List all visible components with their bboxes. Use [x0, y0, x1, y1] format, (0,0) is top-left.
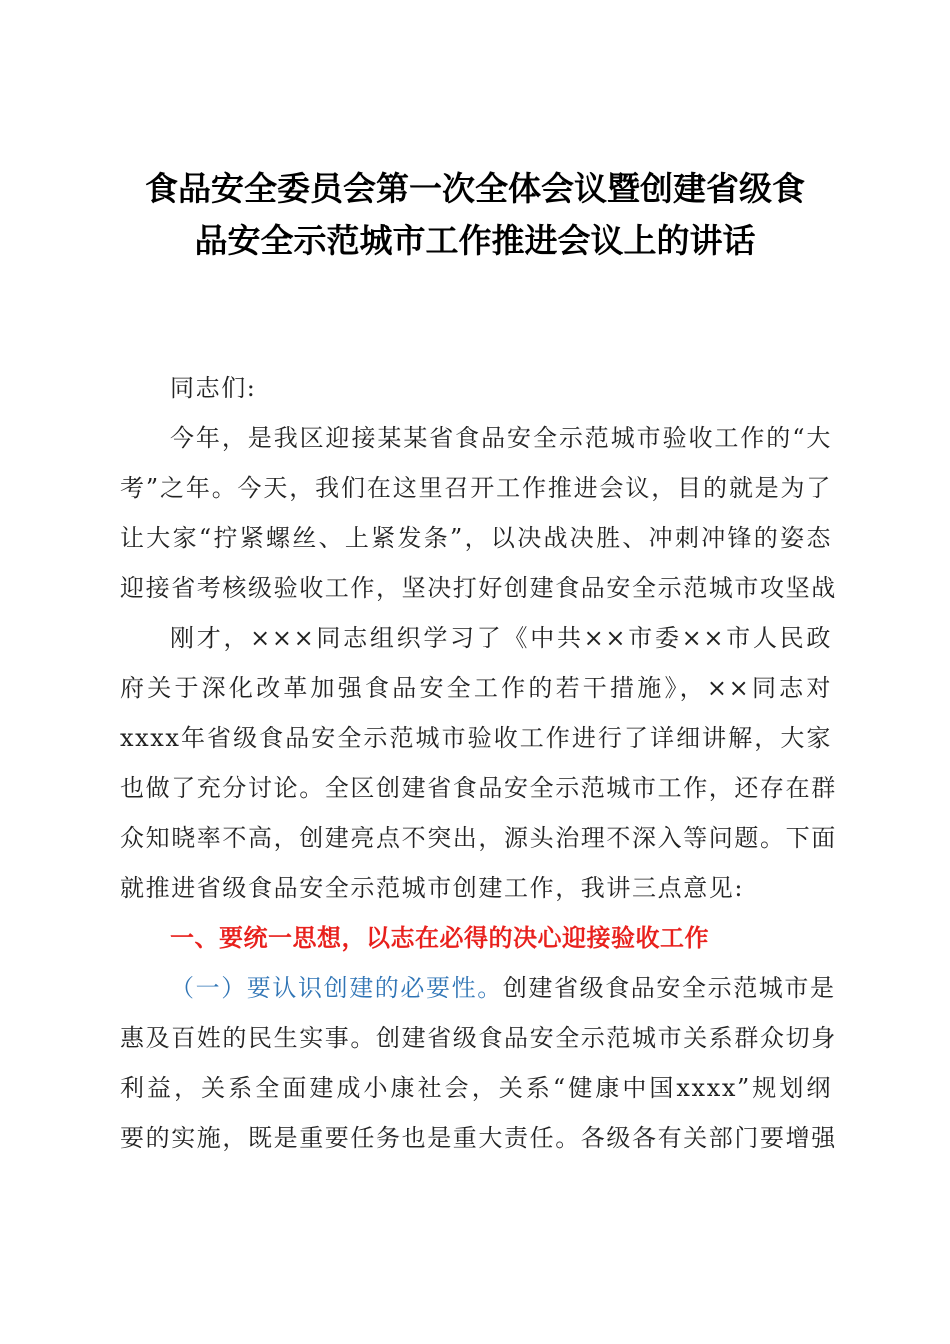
- paragraph-line: 众知晓率不高，创建亮点不突出，源头治理不深入等问题。下面: [120, 824, 837, 852]
- section-heading-1: 一、要统一思想，以志在必得的决心迎接验收工作: [170, 924, 709, 952]
- paragraph-line: 利益，关系全面建成小康社会，关系“健康中国xxxx”规划纲: [120, 1074, 832, 1102]
- paragraph-line: xxxx年省级食品安全示范城市验收工作进行了详细讲解，大家: [120, 724, 832, 752]
- paragraph-first-rest: 创建省级食品安全示范城市是: [502, 974, 836, 1002]
- document-title: [100, 163, 850, 267]
- paragraph-line-first: [120, 963, 836, 1013]
- paragraph-line: 今年，是我区迎接某某省食品安全示范城市验收工作的“大: [170, 424, 832, 452]
- paragraph-line: 要的实施，既是重要任务也是重大责任。各级各有关部门要增强: [120, 1124, 837, 1152]
- salutation: [120, 363, 832, 413]
- paragraph-line: 刚才，×××同志组织学习了《中共××市委××市人民政: [170, 624, 832, 652]
- paragraph-line: 迎接省考核级验收工作，坚决打好创建食品安全示范城市攻坚战: [120, 574, 837, 602]
- document-body: [120, 363, 837, 1163]
- paragraph-line: 考”之年。今天，我们在这里召开工作推进会议，目的就是为了: [120, 474, 832, 502]
- paragraph-1: [120, 413, 837, 613]
- title-line-1: 食品安全委员会第一次全体会议暨创建省级食: [145, 169, 805, 208]
- paragraph-line: 也做了充分讨论。全区创建省食品安全示范城市工作，还存在群: [120, 774, 837, 802]
- paragraph-line: 让大家“拧紧螺丝、上紧发条”，以决战决胜、冲刺冲锋的姿态: [120, 524, 832, 552]
- title-line-2: 品安全示范城市工作推进会议上的讲话: [194, 221, 756, 260]
- paragraph-2: [120, 613, 837, 913]
- subsection-heading-1: （一）要认识创建的必要性。: [170, 974, 503, 1002]
- paragraph-line: 惠及百姓的民生实事。创建省级食品安全示范城市关系群众切身: [120, 1024, 837, 1052]
- salutation-text: 同志们:: [170, 374, 257, 402]
- paragraph-line: 就推进省级食品安全示范城市创建工作，我讲三点意见:: [120, 874, 745, 902]
- paragraph-line: 府关于深化改革加强食品安全工作的若干措施》，××同志对: [120, 674, 832, 702]
- paragraph-3: [120, 963, 837, 1163]
